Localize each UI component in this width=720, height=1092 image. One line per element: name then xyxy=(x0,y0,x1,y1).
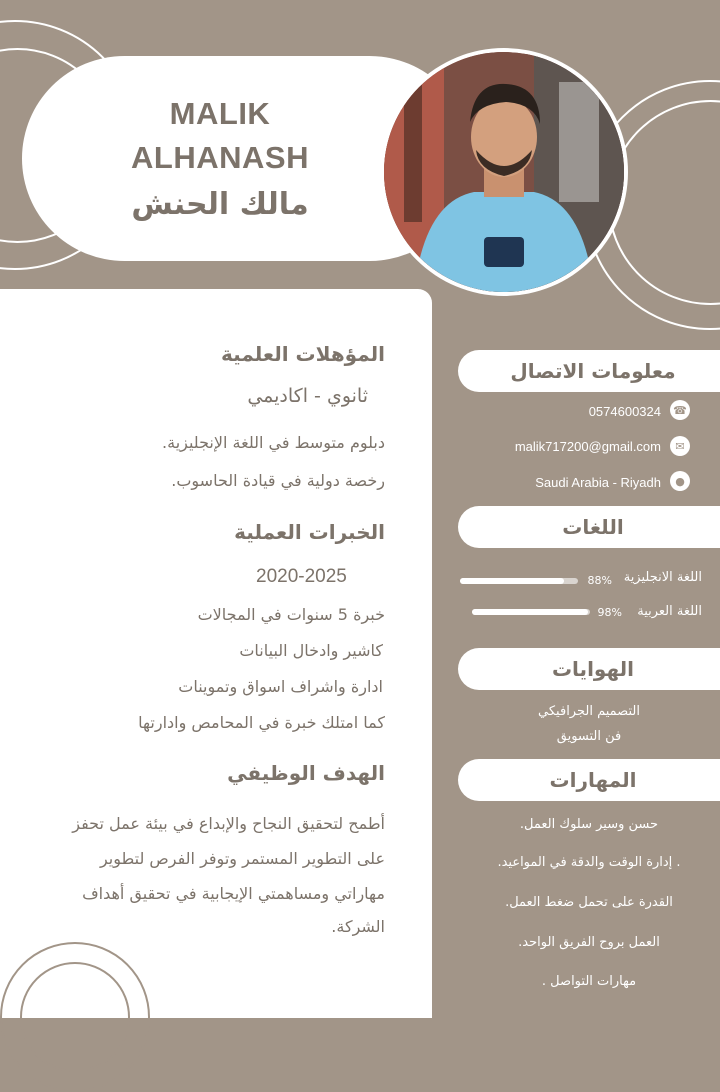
decor-ring-bottom-left-inner xyxy=(20,962,130,1072)
skill-item-5: مهارات التواصل . xyxy=(541,974,637,989)
name-arabic: مالك الحنش xyxy=(131,187,309,222)
qualification-item-2: رخصة دولية في قيادة الحاسوب. xyxy=(171,471,385,490)
experience-item-3: ادارة واشراف اسواق وتموينات xyxy=(178,677,383,696)
qualifications-subtitle: ثانوي - اكاديمي xyxy=(247,385,368,407)
hobby-item-2: فن التسويق xyxy=(556,729,622,744)
mail-icon: ✉ xyxy=(670,436,690,456)
profile-photo-image xyxy=(384,52,624,292)
location-pin-icon: ● xyxy=(670,471,690,491)
name-english xyxy=(100,92,340,180)
experience-title: الخبرات العملية xyxy=(234,520,385,544)
objective-line-2: على التطوير المستمر وتوفر الفرص لتطوير xyxy=(99,849,385,868)
language-english-percent: 88% xyxy=(587,574,612,587)
language-arabic-bar-fill xyxy=(472,609,588,615)
hobbies-section-title: الهوايات xyxy=(458,648,720,690)
language-arabic-name: اللغة العربية xyxy=(637,604,702,619)
skill-item-3: القدرة على تحمل ضغط العمل. xyxy=(505,895,673,910)
language-english-name: اللغة الانجليزية xyxy=(623,570,702,585)
contact-location: Saudi Arabia - Riyadh xyxy=(535,475,661,490)
skill-item-2: . إدارة الوقت والدقة في المواعيد. xyxy=(497,855,681,870)
qualifications-title: المؤهلات العلمية xyxy=(221,342,385,366)
name-english-last: ALHANASH xyxy=(131,140,309,175)
languages-section-title: اللغات xyxy=(458,506,720,548)
language-english-bar-fill xyxy=(460,578,564,584)
objective-line-4: الشركة. xyxy=(331,917,385,936)
experience-item-4: كما امتلك خبرة في المحامص وادارتها xyxy=(138,713,385,732)
skill-item-4: العمل بروح الفريق الواحد. xyxy=(518,935,660,950)
contact-section-title: معلومات الاتصال xyxy=(458,350,720,392)
qualification-item-1: دبلوم متوسط في اللغة الإنجليزية. xyxy=(162,433,385,452)
language-english-bar xyxy=(460,578,578,584)
contact-phone[interactable]: 0574600324 xyxy=(588,404,661,419)
contact-email[interactable]: malik717200@gmail.com xyxy=(514,439,661,454)
skill-item-1: حسن وسير سلوك العمل. xyxy=(519,817,659,832)
language-arabic-percent: 98% xyxy=(597,606,622,619)
experience-years: 2020-2025 xyxy=(256,566,347,587)
experience-item-1: خبرة 5 سنوات في المجالات xyxy=(197,605,385,624)
profile-photo xyxy=(380,48,628,296)
objective-title: الهدف الوظيفي xyxy=(227,761,385,785)
phone-icon: ☎ xyxy=(670,400,690,420)
experience-item-2: كاشير وادخال البيانات xyxy=(239,641,383,660)
person-illustration xyxy=(384,52,624,292)
objective-line-1: أطمح لتحقيق النجاح والإبداع في بيئة عمل تحفز xyxy=(72,814,385,833)
name-english-first: MALIK xyxy=(169,96,271,131)
hobby-item-1: التصميم الجرافيكي xyxy=(538,704,640,719)
objective-line-3: مهاراتي ومساهمتي الإيجابية في تحقيق أهداف xyxy=(82,884,385,903)
language-arabic-bar xyxy=(472,609,590,615)
skills-section-title: المهارات xyxy=(458,759,720,801)
